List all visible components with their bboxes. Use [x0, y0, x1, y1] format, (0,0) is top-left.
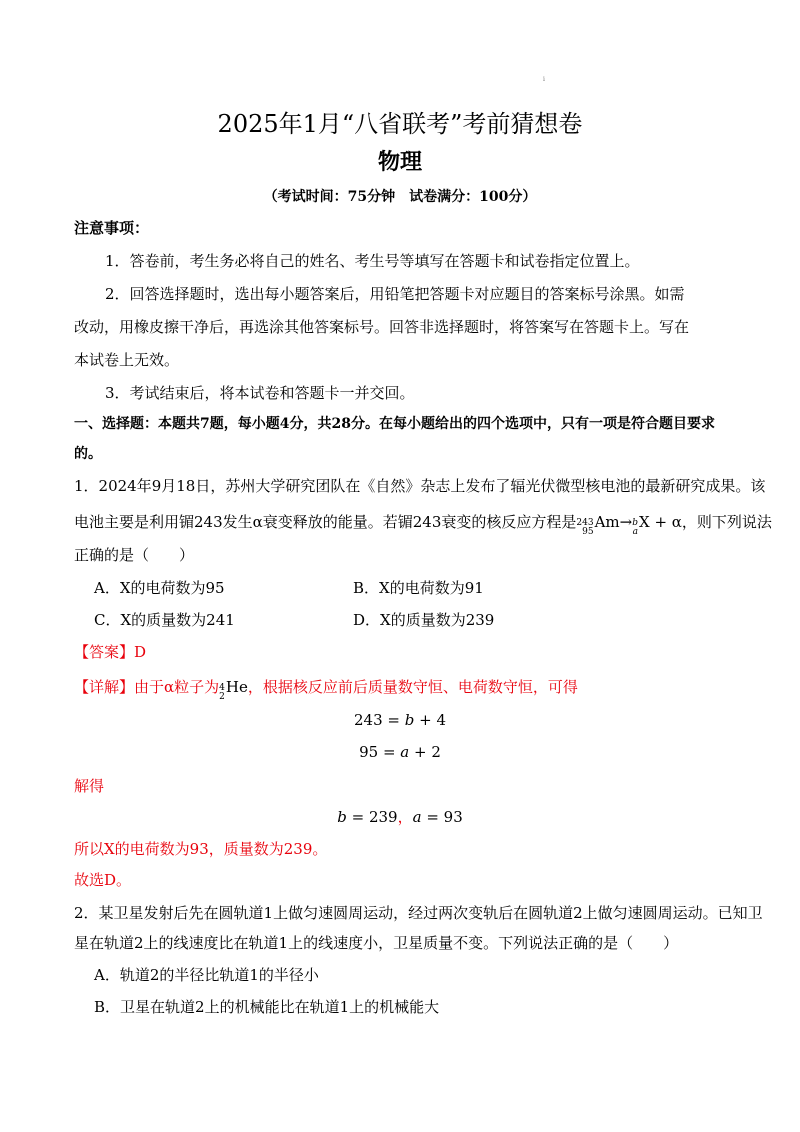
eq2-right: + 2	[409, 743, 441, 761]
section-heading-line-1: 一、选择题：本题共7题，每小题4分，共28分。在每小题给出的四个选项中，只有一项是符合题目要求	[74, 416, 715, 432]
q1-option-a: A．X的电荷数为95	[94, 579, 225, 597]
eq2-left: 95 =	[359, 743, 401, 761]
x-nuclide-numbers	[632, 519, 638, 537]
q2-option-a: A．轨道2的半径比轨道1的半径小	[94, 966, 319, 984]
q2-option-b: B．卫星在轨道2上的机械能比在轨道1上的机械能大	[94, 998, 440, 1016]
q1-final: 故选D。	[74, 871, 132, 889]
sol-val-b: = 239	[346, 808, 398, 826]
am-nuclide-numbers	[576, 519, 593, 537]
x-products: X + α	[639, 513, 682, 531]
x-charge-number: a	[632, 527, 638, 537]
eq1-right: + 4	[414, 711, 446, 729]
subject-title: 物理	[377, 149, 422, 175]
exam-info: （考试时间：75分钟 试卷满分：100分）	[263, 189, 537, 205]
notice-item-2-line-1: 2．回答选择题时，选出每小题答案后，用铅笔把答题卡对应题目的答案标号涂黑。如需	[105, 285, 685, 303]
reaction-arrow: →	[619, 513, 633, 531]
detail-label: 【详解】	[74, 678, 135, 696]
q1-option-d: D．X的质量数为239	[353, 611, 495, 629]
detail-text-post: ，根据核反应前后质量数守恒、电荷数守恒，可得	[247, 678, 578, 696]
q1-stem-line-2-end: ，则下列说法	[681, 513, 772, 531]
sol-var-a: a	[412, 808, 422, 826]
eq2-var: a	[400, 743, 410, 761]
equation-2	[0, 743, 800, 761]
answer-label: 【答案】	[74, 643, 135, 661]
notice-item-2-line-3: 本试卷上无效。	[74, 351, 180, 369]
section-heading-line-2: 的。	[74, 446, 102, 462]
q1-stem-line-2	[74, 511, 772, 537]
q1-option-c: C．X的质量数为241	[94, 611, 235, 629]
he-mass-number: 4	[219, 683, 225, 693]
sol-var-b: b	[337, 808, 347, 826]
q2-stem-line-1: 2．某卫星发射后先在圆轨道1上做匀速圆周运动，经过两次变轨后在圆轨道2上做匀速圆周运动。已知卫	[74, 904, 763, 922]
q1-option-b: B．X的电荷数为91	[353, 579, 484, 597]
am-mass-number: 243	[576, 518, 594, 528]
eq1-left: 243 =	[353, 711, 405, 729]
q2-stem-line-2: 星在轨道2上的线速度比在轨道1上的线速度小，卫星质量不变。下列说法正确的是（ ）	[74, 934, 679, 952]
he-symbol: He	[225, 678, 248, 696]
notice-item-2-line-2: 改动，用橡皮擦干净后，再选涂其他答案标号。回答非选择题时，将答案写在答题卡上。写在	[74, 318, 690, 336]
solve-label: 解得	[74, 777, 105, 795]
notice-item-3: 3．考试结束后，将本试卷和答题卡一并交回。	[105, 384, 415, 402]
am-charge-number: 95	[582, 527, 594, 537]
x-mass-number: b	[632, 518, 638, 528]
notice-item-1: 1．答卷前，考生务必将自己的姓名、考生号等填写在答题卡和试卷指定位置上。	[105, 252, 640, 270]
he-nuclide-numbers	[219, 684, 225, 702]
am-symbol: Am	[594, 513, 620, 531]
answer-value: D	[134, 643, 147, 661]
notice-heading: 注意事项：	[74, 219, 150, 237]
q1-stem-line-3: 正确的是（ ）	[74, 546, 195, 564]
q1-stem-line-2-text: 电池主要是利用镅243发生α衰变释放的能量。若镅243衰变的核反应方程是	[74, 513, 577, 531]
detail-text-pre: 由于α粒子为	[134, 678, 220, 696]
sol-val-a: = 93	[421, 808, 463, 826]
eq1-var: b	[404, 711, 415, 729]
equation-1	[0, 711, 800, 729]
q1-stem-line-1: 1．2024年9月18日，苏州大学研究团队在《自然》杂志上发布了辐光伏微型核电池的最新研究成果。该	[74, 477, 766, 495]
sol-separator: ，	[397, 808, 413, 826]
page-mark: ⅰ	[543, 76, 545, 83]
q1-answer	[74, 641, 146, 662]
q1-conclusion: 所以X的电荷数为93，质量数为239。	[74, 840, 328, 858]
q1-detail	[74, 676, 578, 702]
he-charge-number: 2	[219, 692, 225, 702]
solution-line	[0, 806, 800, 827]
paper-title: 2025年1月“八省联考”考前猜想卷	[217, 110, 583, 138]
